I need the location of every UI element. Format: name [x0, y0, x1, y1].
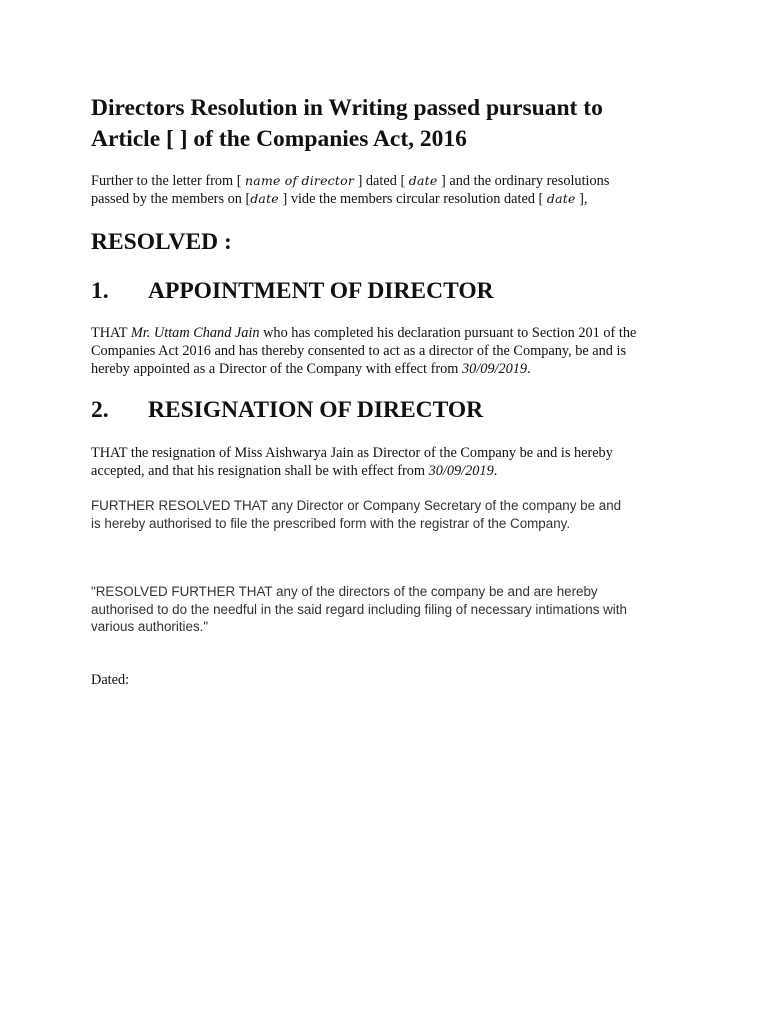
appointment-date: 30/09/2019: [461, 361, 528, 377]
resignation-paragraph: [91, 444, 681, 480]
intro-paragraph: [91, 172, 681, 208]
section-2-heading: RESIGNATION OF DIRECTOR: [148, 397, 484, 423]
appointment-text: Companies Act 2016 and has thereby consented to act as a director of the Company, be and is: [91, 343, 627, 359]
appointment-text: hereby appointed as a Director of the Company with effect from: [91, 361, 462, 377]
dated-label: Dated:: [91, 672, 130, 688]
section-1-number: 1.: [91, 278, 109, 304]
further-resolved-text: FURTHER RESOLVED THAT any Director or Company Secretary of the company be and: [91, 498, 622, 513]
placeholder-name-of-director: name of director: [245, 173, 354, 188]
intro-text: ],: [575, 191, 588, 207]
title-line-2: Article [ ] of the Companies Act, 2016: [91, 126, 467, 152]
further-resolved-text: is hereby authorised to file the prescribed form with the registrar of the Company.: [91, 515, 571, 531]
resolved-further-paragraph: [91, 583, 681, 636]
intro-text: passed by the members on [: [91, 191, 251, 207]
resignation-text: .: [493, 463, 498, 479]
resolved-further-text: "RESOLVED FURTHER THAT any of the directors of the company be and are hereby: [91, 584, 598, 599]
resolved-further-text: various authorities.": [91, 619, 209, 634]
director-name: Mr. Uttam Chand Jain: [130, 325, 260, 341]
appointment-text: .: [527, 361, 531, 377]
intro-text: ] vide the members circular resolution dated [: [278, 191, 547, 207]
appointment-text: THAT: [91, 325, 131, 341]
placeholder-date: date: [408, 173, 438, 188]
resignation-date: 30/09/2019: [428, 463, 494, 479]
document-title: [91, 93, 711, 155]
appointment-paragraph: [91, 324, 681, 378]
section-2-number: 2.: [91, 397, 109, 423]
intro-text: ] dated [: [354, 173, 409, 189]
intro-text: ] and the ordinary resolutions: [437, 173, 610, 189]
resolved-heading: RESOLVED :: [91, 229, 232, 255]
further-resolved-paragraph: [91, 497, 681, 532]
resignation-text: accepted, and that his resignation shall be with effect from: [91, 463, 429, 479]
appointment-text: who has completed his declaration pursuant to Section 201 of the: [259, 325, 637, 341]
intro-text: Further to the letter from [: [91, 173, 246, 189]
section-1-heading: APPOINTMENT OF DIRECTOR: [148, 278, 494, 304]
placeholder-date: date: [546, 191, 576, 206]
resolved-further-text: authorised to do the needful in the said regard including filing of necessary intimations with: [91, 601, 627, 617]
title-line-1: Directors Resolution in Writing passed pursuant to: [91, 95, 603, 121]
resignation-text: THAT the resignation of Miss Aishwarya Jain as Director of the Company be and is hereby: [91, 445, 613, 461]
placeholder-date: date: [250, 191, 279, 206]
